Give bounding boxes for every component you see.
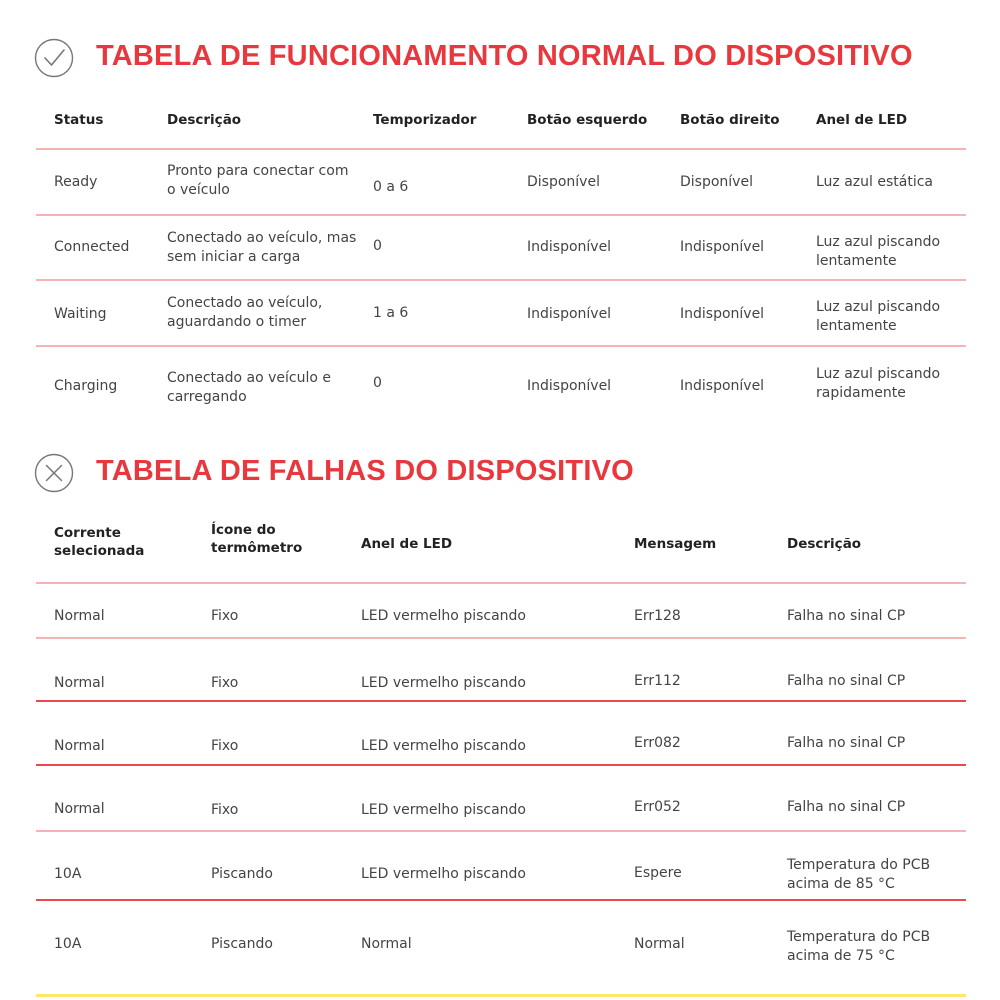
table-cell: Disponível [680,174,753,190]
header-descricao: Descrição [787,536,862,552]
table-cell: 0 a 6 [373,179,409,195]
header-descricao: Descrição [167,112,242,128]
table-rule [36,637,966,639]
table-cell: Conectado ao veículo, mas sem iniciar a carga [167,230,357,265]
table-cell: LED vermelho piscando [361,738,526,754]
table-cell: Err082 [634,735,681,751]
table-cell: Indisponível [680,239,765,255]
header-status: Status [54,112,104,128]
table-cell: LED vermelho piscando [361,802,526,818]
table-cell: Normal [54,801,105,817]
table-cell: Piscando [211,936,273,952]
table-cell: Normal [634,936,685,952]
header-temporizador: Temporizador [373,112,477,128]
table-rule [36,279,966,281]
check-circle-icon [34,38,74,78]
header-anel-led: Anel de LED [361,536,453,552]
table-cell: Indisponível [527,239,612,255]
table-cell: Fixo [211,738,239,754]
header-mensagem: Mensagem [634,536,717,552]
table-cell: Normal [361,936,412,952]
table-cell: Indisponível [680,378,765,394]
header-anel-led: Anel de LED [816,112,908,128]
table-cell: Temperatura do PCB acima de 75 °C [787,929,931,964]
table-cell: LED vermelho piscando [361,866,526,882]
table-rule [36,345,966,347]
table-cell: Waiting [54,306,107,322]
table-cell: LED vermelho piscando [361,608,526,624]
section-title-falhas: TABELA DE FALHAS DO DISPOSITIVO [96,455,634,487]
table-cell: Conectado ao veículo e carregando [167,370,331,405]
table-cell: Conectado ao veículo, aguardando o timer [167,295,323,330]
section-title-normal: TABELA DE FUNCIONAMENTO NORMAL DO DISPOSITIVO [96,40,913,72]
header-icone-termometro: Ícone do termômetro [211,522,303,556]
table-cell: Luz azul piscando lentamente [816,299,941,334]
table-cell: Fixo [211,802,239,818]
table-cell: 10A [54,936,82,952]
table-cell: Falha no sinal CP [787,735,906,751]
table-rule [36,899,966,901]
table-rule [36,148,966,150]
table-cell: Pronto para conectar com o veículo [167,163,349,198]
header-corrente: Corrente selecionada [54,525,145,559]
table-cell: Falha no sinal CP [787,673,906,689]
table-cell: Indisponível [527,378,612,394]
table-cell: Luz azul estática [816,174,933,190]
table-cell: Piscando [211,866,273,882]
header-botao-esquerdo: Botão esquerdo [527,112,648,128]
table-cell: Indisponível [680,306,765,322]
table-cell: Err112 [634,673,681,689]
table-cell: Normal [54,608,105,624]
table-cell: Fixo [211,608,239,624]
table-cell: Indisponível [527,306,612,322]
table-rule [36,830,966,832]
x-circle-icon [34,453,74,493]
table-cell: Espere [634,865,682,881]
table-cell: Normal [54,675,105,691]
table-cell: 1 a 6 [373,305,409,321]
table-cell: Normal [54,738,105,754]
header-botao-direito: Botão direito [680,112,780,128]
bottom-rule [36,994,966,997]
table-rule [36,214,966,216]
table-cell: Connected [54,239,130,255]
table-cell: LED vermelho piscando [361,675,526,691]
table-cell: Falha no sinal CP [787,799,906,815]
table-cell: Ready [54,174,98,190]
table-cell: 10A [54,866,82,882]
table-cell: Err128 [634,608,681,624]
table-rule [36,764,966,766]
table-cell: 0 [373,238,382,254]
table-cell: Disponível [527,174,600,190]
table-cell: Err052 [634,799,681,815]
table-cell: Charging [54,378,118,394]
table-cell: Temperatura do PCB acima de 85 °C [787,857,931,892]
table-cell: Falha no sinal CP [787,608,906,624]
table-rule [36,700,966,702]
table-rule [36,582,966,584]
table-cell: Luz azul piscando rapidamente [816,366,941,401]
table-cell: 0 [373,375,382,391]
table-cell: Fixo [211,675,239,691]
table-cell: Luz azul piscando lentamente [816,234,941,269]
